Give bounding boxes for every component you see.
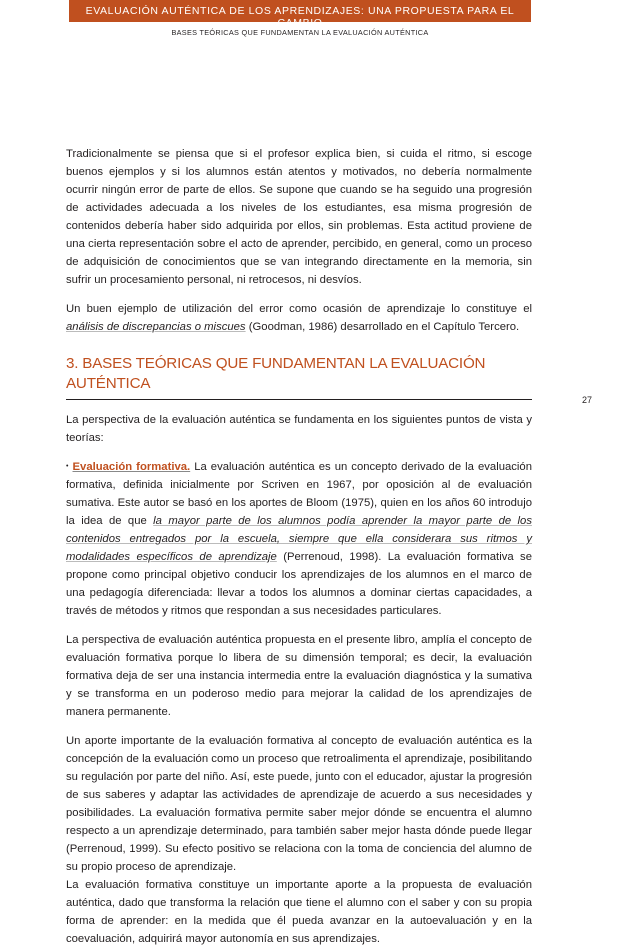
running-header-title: EVALUACIÓN AUTÉNTICA DE LOS APRENDIZAJES: UNA PROPUESTA PARA EL CAMBIO bbox=[85, 5, 515, 29]
term-evaluacion-formativa: Evaluación formativa. bbox=[72, 461, 191, 473]
bullet-text-1: La evaluación auténtica es un concepto derivado de la evaluación formativa, definida inicialmente por Scriven en 1967, por oposición al de evaluación sumativa. Este autor se basó en los aportes de Bloom (1975), quien en los años 60 introdujo la idea de que bbox=[66, 461, 532, 528]
paragraph-autonomia: La evaluación formativa constituye un importante aporte a la propuesta de evaluación auténtica, dado que transforma la relación que tiene el alumno con el saber y con su propia forma de aprender: en la medida que él pueda avanzar en la autoevaluación y en la coevaluación, adquirirá mayor autonomía en sus aprendizajes. bbox=[66, 879, 532, 946]
bullet-italic-quote: la mayor parte de los alumnos podía aprender la mayor parte de los contenidos entregados por la escuela, siempre que ella considerara sus ritmos y modalidades específicos de aprendizaje bbox=[66, 515, 532, 564]
paragraph-miscues bbox=[66, 300, 532, 336]
paragraph-perspectiva: La perspectiva de evaluación auténtica propuesta en el presente libro, amplía el concepto de evaluación formativa porque lo libera de su dimensión temporal; es decir, la evaluación formativa deja de ser una instancia intermedia entre la evaluación diagnóstica y la sumativa y se transforma en un poderoso medio para mejorar la calidad de los aprendizajes de manera permanente. bbox=[66, 634, 532, 719]
bullet-text-2: (Perrenoud, 1998). La evaluación formativa se propone como principal objetivo conducir los aprendizajes de los alumnos en el marco de una pedagogía diferenciada: llevar a todos los alumnos a dominar ciertas capacidades, a través de métodos y ritmos que respondan a sus necesidades particulares. bbox=[66, 551, 532, 618]
bullet-marker: • bbox=[66, 463, 69, 471]
paragraph-intro: La perspectiva de la evaluación auténtica se fundamenta en los siguientes puntos de vista y teorías: bbox=[66, 414, 532, 444]
miscues-term: análisis de discrepancias o miscues bbox=[66, 321, 246, 333]
header-band bbox=[69, 0, 531, 29]
section-heading: 3. BASES TEÓRICAS QUE FUNDAMENTAN LA EVALUACIÓN AUTÉNTICA bbox=[66, 354, 532, 400]
paragraph-miscues-before: Un buen ejemplo de utilización del error como ocasión de aprendizaje lo constituye el bbox=[66, 303, 532, 315]
paragraph-error-tradition: Tradicionalmente se piensa que si el profesor explica bien, si cuida el ritmo, si escoge buenos ejemplos y si los alumnos están atentos y motivados, no debería normalmente ocurrir ningún error de parte de ellos. Se supone que cuando se ha seguido una progresión de actividades adecuada a los niveles de los estudiantes, esa misma progresión de contenidos debería haber sido adquirida por ellos, sin problemas. Esta actitud proviene de una cierta representación sobre el acto de aprender, percibido, en general, como un proceso de adquisición de conocimientos que se van integrando directamente en la memoria, sin sufrir un procesamiento personal, ni retrocesos, ni desvíos. bbox=[66, 148, 532, 286]
paragraph-aporte: Un aporte importante de la evaluación formativa al concepto de evaluación auténtica es la concepción de la evaluación como un proceso que retroalimenta el aprendizaje, posibilitando su regulación por parte del niño. Así, este puede, junto con el educador, ajustar la progresión de sus saberes y adaptar las actividades de aprendizaje de acuerdo a sus necesidades y posibilidades. La evaluación formativa permite saber mejor dónde se encuentra el alumno respecto a un aprendizaje determinado, para también saber mejor hasta dónde puede llegar (Perrenoud, 1999). Su efecto positivo se relaciona con la toma de conciencia del alumno de su propio proceso de aprendizaje. bbox=[66, 735, 532, 874]
running-header-subtitle: BASES TEÓRICAS QUE FUNDAMENTAN LA EVALUACIÓN AUTÉNTICA bbox=[171, 28, 429, 37]
paragraph-miscues-after: (Goodman, 1986) desarrollado en el Capítulo Tercero. bbox=[245, 321, 520, 333]
page-body bbox=[66, 145, 532, 948]
bullet-evaluacion-formativa bbox=[66, 458, 532, 620]
page-number: 27 bbox=[582, 395, 593, 405]
